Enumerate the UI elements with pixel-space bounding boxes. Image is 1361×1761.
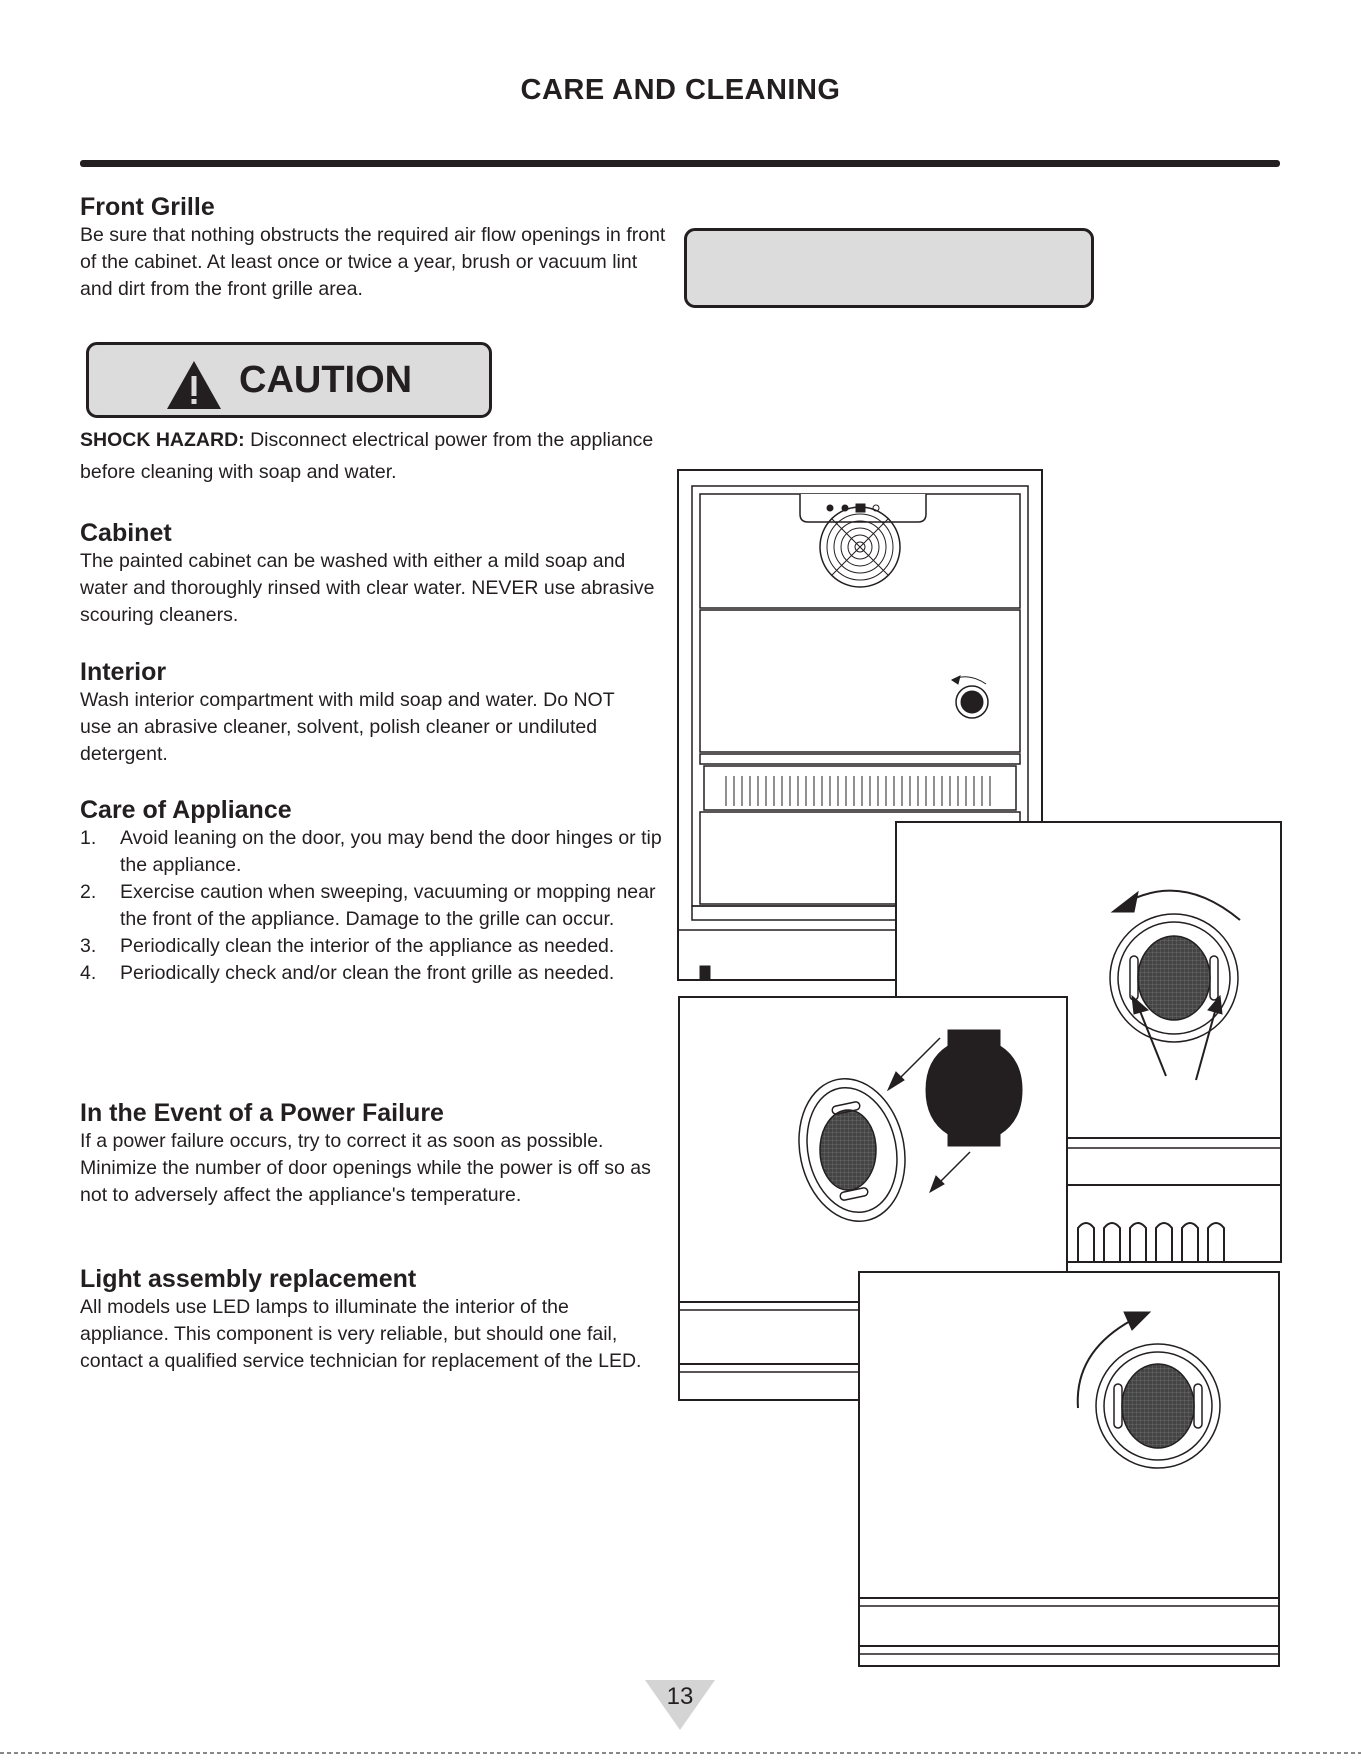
light-cover-removal-diagram: [896, 822, 1281, 1262]
interior-heading: Interior: [80, 658, 167, 686]
front-grille-heading: Front Grille: [80, 193, 215, 221]
power-failure-section: [80, 1098, 670, 1209]
bottom-border: [0, 1752, 1361, 1754]
light-cover-detached-diagram: [679, 997, 1067, 1400]
page-number-badge: [645, 1680, 715, 1730]
fan-icon: [820, 507, 900, 587]
shock-hazard-label: SHOCK HAZARD:: [80, 429, 245, 451]
light-assembly-section: [80, 1264, 670, 1375]
list-item: 2. Exercise caution when sweeping, vacuuming or mopping near the front of the appliance. Damage to the grille can occur.: [80, 881, 656, 930]
list-item: 3. Periodically clean the interior of the appliance as needed.: [80, 935, 615, 957]
light-assembly-body: All models use LED lamps to illuminate the interior of the appliance. This component is very reliable, but should one fail, contact a qualified service technician for replacement of the LED.: [80, 1296, 642, 1372]
front-grille-body: Be sure that nothing obstructs the required air flow openings in front of the cabinet. At least once or twice a year, brush or vacuum lint and dirt from the front grille area.: [80, 224, 666, 300]
caution-box: [86, 342, 492, 418]
page-number: 13: [666, 1683, 694, 1710]
care-of-appliance-heading: Care of Appliance: [80, 796, 292, 824]
care-list: [80, 825, 680, 987]
shock-hazard-body: Disconnect electrical power from the appliance before cleaning with soap and water.: [80, 429, 654, 483]
power-failure-body: If a power failure occurs, try to correct it as soon as possible. Minimize the number of door openings while the power is off so as not to adversely affect the appliance's temperature.: [80, 1130, 651, 1206]
list-item: 1. Avoid leaning on the door, you may bend the door hinges or tip the appliance.: [80, 827, 662, 876]
caution-label: CAUTION: [239, 359, 413, 401]
care-of-appliance-section: [80, 795, 680, 987]
power-failure-heading: In the Event of a Power Failure: [80, 1099, 444, 1127]
list-item: 4. Periodically check and/or clean the front grille as needed.: [80, 962, 615, 984]
warning-triangle-icon: [165, 359, 223, 411]
light-cover-install-diagram: [859, 1272, 1279, 1666]
blank-label-box: [684, 228, 1094, 308]
cabinet-body: The painted cabinet can be washed with either a mild soap and water and thoroughly rinsed with clear water. NEVER use abrasive scouring cleaners.: [80, 550, 655, 626]
interior-section: [80, 657, 670, 768]
page-title: CARE AND CLEANING: [520, 74, 841, 106]
interior-body: Wash interior compartment with mild soap and water. Do NOT use an abrasive cleaner, solvent, polish cleaner or undiluted detergent.: [80, 689, 615, 765]
cabinet-section: [80, 518, 670, 629]
shock-hazard-text: [80, 424, 680, 488]
light-assembly-heading: Light assembly replacement: [80, 1265, 417, 1293]
refrigerator-diagram: [678, 470, 1042, 980]
title-rule: [80, 160, 1280, 167]
cabinet-heading: Cabinet: [80, 519, 172, 547]
front-grille-section: [80, 192, 670, 303]
